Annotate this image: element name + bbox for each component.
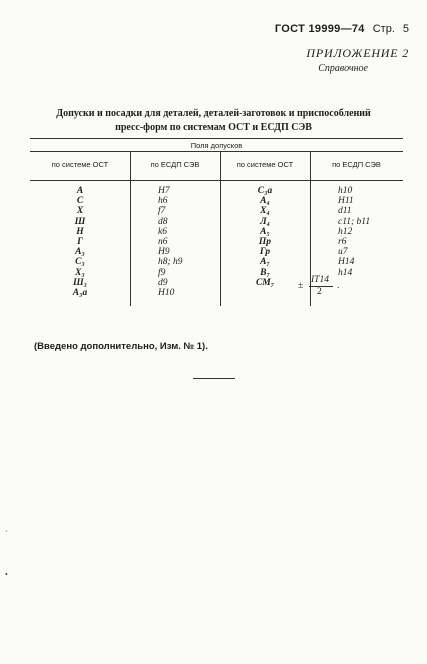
amendment-note: (Введено дополнительно, Изм. № 1).	[34, 341, 208, 352]
table-cell: h14	[338, 267, 353, 278]
table-title-line-2: пресс-форм по системам ОСТ и ЕСДП СЭВ	[115, 122, 312, 133]
appendix-title: ПРИЛОЖЕНИЕ 2	[306, 46, 409, 60]
page-label: Стр.	[372, 23, 395, 35]
fraction-sign: ±	[298, 281, 304, 291]
table-cell: n6	[158, 236, 168, 247]
table-cell: A₃а	[72, 287, 88, 298]
table-cell: A₃	[75, 247, 85, 258]
column-ost-left	[60, 186, 100, 298]
table-cell: H	[76, 226, 84, 237]
page-number: 5	[402, 23, 409, 35]
appendix-subtitle: Справочное	[318, 63, 368, 74]
table-cell: H11	[338, 196, 354, 207]
group-header-rule	[30, 151, 403, 152]
header-ost-left: по системе ОСТ	[51, 160, 109, 169]
fraction-tail: .	[337, 281, 340, 291]
table-cell: c11; b11	[338, 216, 371, 227]
table-cell: Ш	[74, 216, 86, 227]
column-divider-1	[130, 151, 131, 306]
separator-rule	[193, 378, 235, 379]
table-cell: X	[76, 206, 84, 217]
table-cell: h6	[158, 196, 168, 207]
table-cell: d11	[338, 206, 352, 217]
table-cell: X₃	[75, 267, 85, 278]
table-cell: X₄	[260, 206, 270, 217]
fraction-numerator: IT14	[311, 275, 329, 285]
group-header: Поля допусков	[190, 141, 243, 150]
table-cell: H9	[158, 247, 170, 258]
table-cell: C	[76, 196, 84, 207]
table-cell: A₄	[260, 196, 270, 207]
table-cell: f9	[158, 267, 166, 278]
table-cell: Пр	[258, 236, 272, 247]
table-cell: H10	[158, 287, 175, 298]
table-cell: d9	[158, 277, 168, 288]
table-cell: Г	[77, 236, 83, 247]
table-cell: h8; h9	[158, 257, 183, 268]
column-sev-right	[338, 186, 370, 278]
fraction-denominator: 2	[317, 287, 322, 297]
gost-number: ГОСТ 19999—74	[274, 23, 365, 35]
table-cell: u7	[338, 247, 348, 258]
table-cell: A₇	[260, 257, 270, 268]
table-title-line-1: Допуски и посадки для деталей, деталей-заготовок и приспособлений	[56, 108, 371, 119]
table-cell: f7	[158, 206, 166, 217]
column-ost-right	[245, 186, 285, 288]
table-cell: H7	[158, 186, 170, 196]
table-cell: A₅	[260, 226, 270, 237]
scan-mark: •	[5, 570, 8, 579]
table-cell: k6	[158, 226, 167, 237]
table-cell: h12	[338, 226, 353, 237]
table-cell: Ш₃	[72, 277, 87, 288]
table-cell: B₇	[260, 267, 270, 278]
header-sev-right: по ЕСДП СЭВ	[332, 160, 381, 169]
table-cell: d8	[158, 216, 168, 227]
table-cell: A	[76, 186, 84, 196]
header-ost-right: по системе ОСТ	[236, 160, 294, 169]
column-divider-2	[220, 151, 221, 306]
table-cell: H14	[338, 257, 355, 268]
column-sev-left	[158, 186, 183, 298]
table-cell: r6	[338, 236, 347, 247]
scan-mark: ·	[5, 527, 8, 536]
table-cell: C₃а	[257, 186, 273, 196]
table-cell: Л₄	[260, 216, 270, 227]
table-cell: CM₇	[255, 277, 275, 288]
table-cell: C₃	[75, 257, 85, 268]
table-cell: h10	[338, 186, 353, 196]
table-cell: Гр	[259, 247, 271, 258]
page-header	[275, 23, 409, 35]
table-top-rule	[30, 138, 403, 139]
header-bottom-rule	[30, 180, 403, 181]
header-sev-left: по ЕСДП СЭВ	[150, 160, 200, 169]
